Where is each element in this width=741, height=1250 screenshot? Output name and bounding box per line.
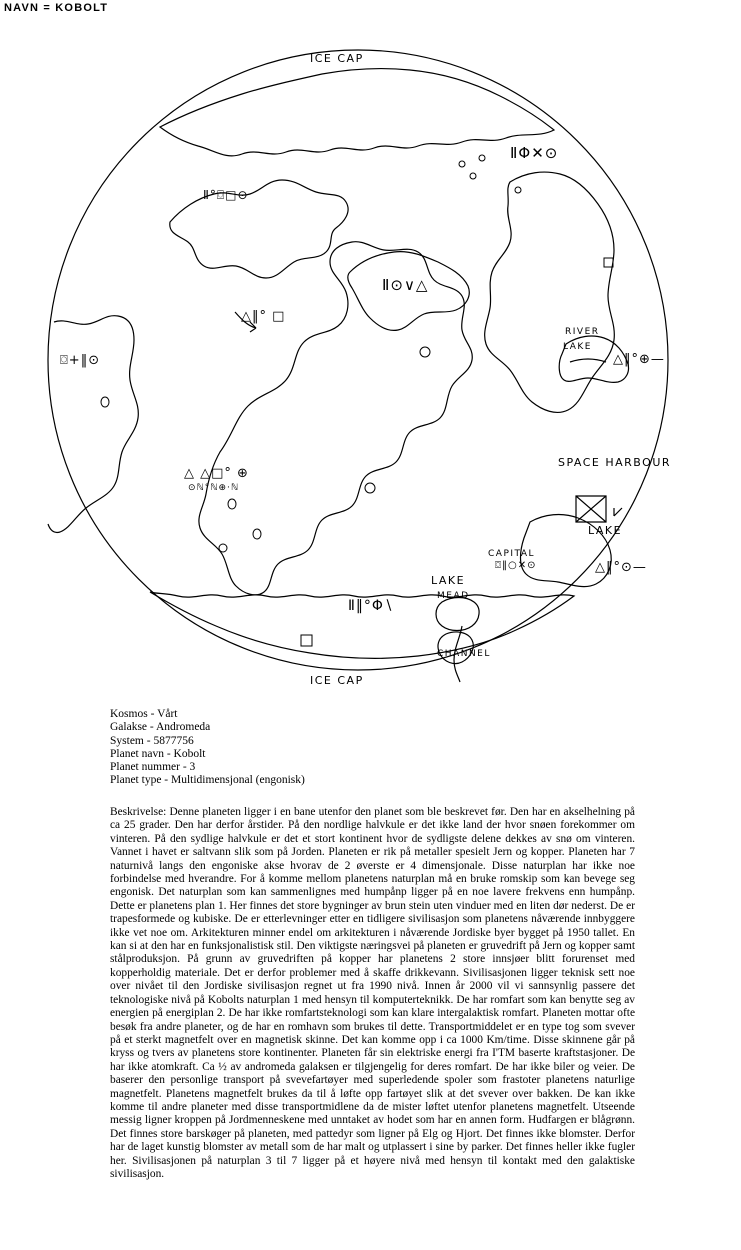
map-island-mark [420,347,430,357]
harbour-arrow [614,508,622,516]
map-island-mark [470,173,476,179]
map-island-mark [228,499,236,509]
label-lake-mid-2: MEAD [437,591,470,601]
rune-label-7: △‖°⊕— [613,352,665,367]
meta-line-kosmos: Kosmos - Vårt [110,708,178,720]
meta-line-planet-navn: Planet navn - Kobolt [110,747,206,760]
map-island-mark [365,483,375,493]
rune-label-9: ⌼‖○✕⊙ [495,560,537,571]
rune-label-6: Ⅱ‖°Φ∖ [348,598,394,614]
label-river: RIVER [565,327,600,337]
label-lake-mid: LAKE [431,574,466,587]
planet-metadata [110,708,305,788]
meta-line-galakse: Galakse - Andromeda [110,721,211,734]
space-harbour-cross [576,496,606,522]
river-line [570,359,606,362]
map-island-mark [253,529,261,539]
rune-label-3: △‖° □ [241,309,286,324]
map-island-mark [101,397,109,407]
rune-label-4: ⌼+‖⊙ [60,353,101,368]
map-island-mark [515,187,521,193]
rune-label-5b: ⊙ℕ°ℕ⊕⋅ℕ [188,483,240,493]
landmass-east [485,172,615,412]
label-lake-right: LAKE [588,524,623,537]
meta-line-system: System - 5877756 [110,734,194,747]
meta-line-planet-type: Planet type - Multidimensjonal (engonisk) [110,774,305,787]
label-ice-cap-top: ICE CAP [310,52,364,65]
label-capital: CAPITAL [488,549,535,559]
rune-label-1: Ⅱ°⌼□⊙ [203,188,249,202]
label-lake-small: LAKE [563,342,592,352]
map-island-mark [479,155,485,161]
rune-label-2: Ⅱ⊙∨△ [382,276,429,294]
landmass-west [48,316,138,533]
label-ice-cap-bottom: ICE CAP [310,674,364,687]
planet-map [10,22,731,702]
rune-label-5: △ △□° ⊕ [184,466,249,481]
label-channel: CHANNEL [437,649,491,659]
landmass-northwest [170,180,348,278]
map-island-mark [459,161,465,167]
rune-label-0: ⅡΦ✕⊙ [510,144,559,162]
lake-mid-shape [436,598,479,631]
description-paragraph: Beskrivelse: Denne planeten ligger i en bane utenfor den planet som ble beskrevet før. Den har en akselhelning på ca 25 grader. Den har derfor årstider. På den nordlige halvkule er det ikke land der hvor snøen forekommer om vinteren. På den sydlige halvkule er det et stort kontinent hvor de sydligste delene dekkes av snø om vinteren. Vannet i havet er saltvann slik som på Jorden. Planeten er rik på metaller spesielt Jern og kopper. Planeten har 7 naturnivå langs den engoniske akse hvorav de 2 øverste er 4 dimensjonale. Disse naturplan har ikke noe forbindelse med hverandre. For å komme mellom planetens naturplan må en bruke romskip som kan bevege seg engonisk. Det naturplan som kan sammenlignes med humpånp ligger på en noe lavere frekvens enn humpånp. Dette er planetens plan 1. Her finnes det store bygninger av brun stein uten vinduer med en liten dør nederst. De er trapesformede og kubiske. De er etterlevninger etter en tidligere sivilisasjon som planetens nåværende innbyggere ikke vet noe om. Arkitekturen minner endel om arkitekturen i nåværende Jordiske byer bygget på 1950 tallet. En kan si at den har en funksjonalistisk stil. Den viktigste næringsvei på planeten er gruvedrift på Jern og kopper samt stålproduksjon. På grunn av gruvedriften på kopper har planetens 2 store innsjøer blitt forurenset med kopperholdig materiale. Det er derfor problemer med å skaffe drikkevann. Sivilisasjonen ligger teknisk sett noe over nivået til den Jordiske sivilisasjon regnet ut fra 1990 nivå. Innen år 2000 vil vi sannsynlig passere det teknologiske nivå på Kobolts naturplan 1 med hensyn til komputerteknikk. De har romfart som kan benytte seg av energien på energiplan 2. De har ikke romfartsteknologi som kan klare intergalaktisk romfart. Planeten mottar ofte besøk fra andre planeter, og de har en romhavn som brukes til dette. Transportmiddelet er en type tog som svever på et sterkt magnetfelt over en magnetisk skinne. Det kan komme opp i ca 1000 Km/time. Disse skinnene går på kryss og tvers av planetens store kontinenter. Planeten får sin elektriske energi fra I'TM baserte kraftstasjoner. De har ikke atomkraft. Ca ½ av andromeda galaksen er tilgjengelig for deres romfart. De har ikke biler og veier. De baserer den personlige transport på svevefartøyer med superledende spoler som frastoter planetens naturlige magnetfelt. Planetens magnetfelt brukes da til å løfte opp fartøyet slik at det svever over bakken. De kan ikke komme til andre planeter med disse transportmidlene da de mister løftet utenfor planetens magnetfelt. Utseende messig ligner kroppen på Jordmenneskene med unntaket av hodet som har en annen form. Hudfargen er blågrønn. Det finnes store barskøger på planeten, med pattedyr som ligner på Elg og Hjort. Det finnes ikke blomster. Derfor har de laget kunstig blomster av metall som de har malt og utplassert i sine by parker. Det finnes heller ikke fugler her. Sivilisasjonen på naturplan 3 til 7 ligger på et høyere nivå med hensyn til kontakt med den galaktiske sivilisasjon. [110,806,635,1180]
label-space-harbour: SPACE HARBOUR [558,456,672,469]
map-island-mark [219,544,227,552]
map-city-mark [301,635,312,646]
landmass-south-continent [199,242,472,595]
meta-line-planet-nummer: Planet nummer - 3 [110,761,196,774]
page-title: NAVN = KOBOLT [4,2,109,14]
map-city-mark [604,258,613,267]
rune-label-8: △‖°⊙— [595,560,647,575]
